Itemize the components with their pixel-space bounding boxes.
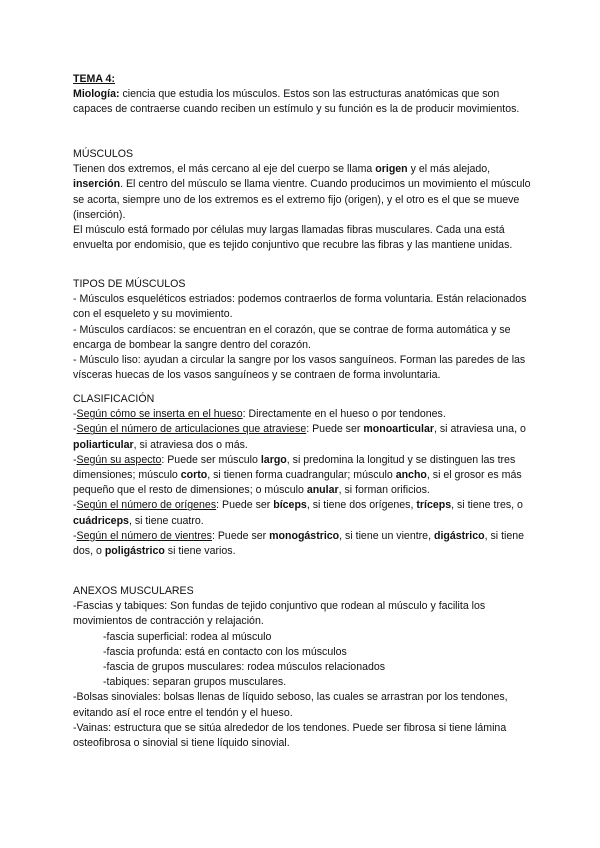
- tipos-heading: TIPOS DE MÚSCULOS: [73, 278, 186, 290]
- tipos-section: [73, 277, 533, 383]
- anexos-bolsas: -Bolsas sinoviales: bolsas llenas de líquido seboso, las cuales se arrastran por los tendones, evitando así el roce entre el tendón y el hueso.: [73, 691, 508, 719]
- tipos-item: - Músculos esqueléticos estriados: podemos contraerlos de forma voluntaria. Están relacionados con el esqueleto y su movimiento.: [73, 293, 527, 321]
- clasificacion-section: [73, 392, 533, 559]
- musculos-paragraph-1: Tienen dos extremos, el más cercano al eje del cuerpo se llama origen y el más alejado, inserción. El centro del músculo se llama vientre. Cuando producimos un movimiento el músculo se acorta, siempre uno de los extremos es el extremo fijo (origen), y el otro es el que se mueve (inserción).: [73, 163, 531, 221]
- anexos-sub-item: -fascia profunda: está en contacto con los músculos: [103, 645, 347, 658]
- clasificacion-item-2: -Según el número de articulaciones que atraviese: Puede ser monoarticular, si atraviesa una, o poliarticular, si atraviesa dos o más.: [73, 423, 526, 451]
- anexos-vainas: -Vainas: estructura que se sitúa alrededor de los tendones. Puede ser fibrosa si tiene lámina osteofibrosa o sinovial si tiene líquido sinovial.: [73, 721, 507, 750]
- clasificacion-heading: CLASIFICACIÓN: [73, 393, 155, 405]
- intro-term: Miología:: [73, 88, 120, 101]
- anexos-sub-item: -fascia de grupos musculares: rodea músculos relacionados: [103, 661, 386, 674]
- header-block: [73, 72, 533, 118]
- anexos-fascias: -Fascias y tabiques: Son fundas de tejido conjuntivo que rodean al músculo y facilita los movimientos de contracción y relajación.: [73, 600, 486, 628]
- clasificacion-item-4: -Según el número de orígenes: Puede ser bíceps, si tiene dos orígenes, tríceps, si tiene tres, o cuádriceps, si tiene cuatro.: [73, 499, 523, 527]
- clasificacion-item-1: -Según cómo se inserta en el hueso: Directamente en el hueso o por tendones.: [73, 408, 446, 421]
- anexos-heading: ANEXOS MUSCULARES: [73, 585, 194, 597]
- clasificacion-item-5: -Según el número de vientres: Puede ser monogástrico, si tiene un vientre, digástrico, si tiene dos, o poligástrico si tiene varios.: [73, 529, 525, 558]
- clasificacion-item-3: -Según su aspecto: Puede ser músculo largo, si predomina la longitud y se distinguen las tres dimensiones; músculo corto, si tienen forma cuadrangular; músculo ancho, si el grosor es más pequeño que el resto de dimensiones; o músculo anular, si forman orificios.: [73, 453, 522, 497]
- musculos-heading: MÚSCULOS: [73, 148, 134, 160]
- page-title: TEMA 4:: [73, 73, 115, 85]
- musculos-paragraph-2: El músculo está formado por células muy largas llamadas fibras musculares. Cada una está envuelta por endomisio, que es tejido conjuntivo que recubre las fibras y las mantiene unidas.: [73, 224, 513, 252]
- tipos-item: - Músculo liso: ayudan a circular la sangre por los vasos sanguíneos. Forman las paredes de las vísceras huecas de los vasos sanguíneos y se contraen de forma involuntaria.: [73, 354, 526, 382]
- intro-paragraph: Miología: ciencia que estudia los músculos. Estos son las estructuras anatómicas que son capaces de contraerse cuando reciben un estímulo y su función es la de producir movimientos.: [73, 88, 520, 116]
- tipos-item: - Músculos cardíacos: se encuentran en el corazón, que se contrae de forma automática y se encarga de bombear la sangre dentro del corazón.: [73, 323, 511, 351]
- musculos-section: [73, 147, 533, 253]
- anexos-sub-item: -fascia superficial: rodea al músculo: [103, 630, 272, 643]
- anexos-sub-item: -tabiques: separan grupos musculares.: [103, 676, 287, 689]
- anexos-section: [73, 584, 533, 751]
